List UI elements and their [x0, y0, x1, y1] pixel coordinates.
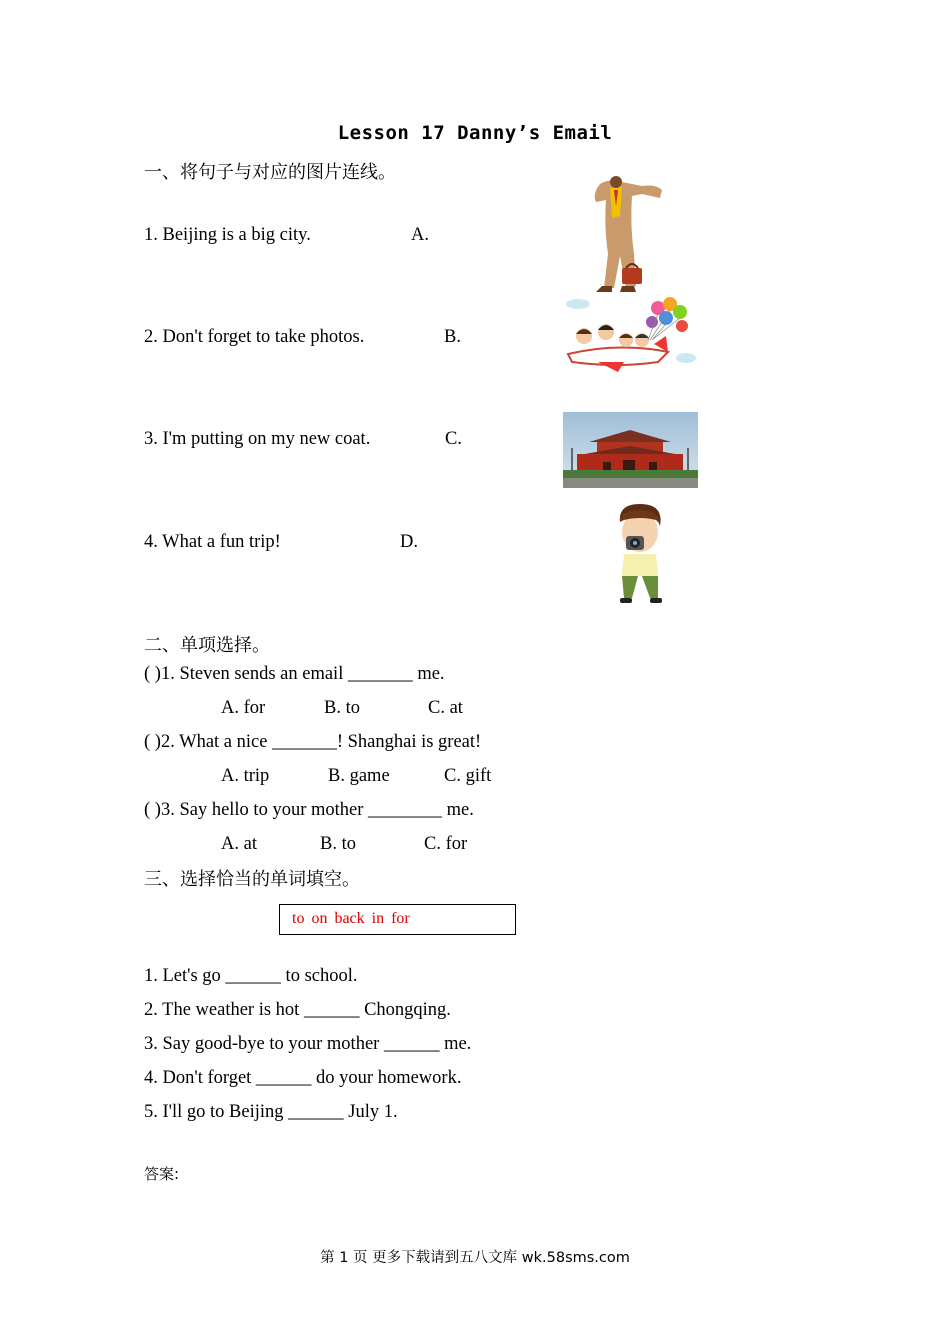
fill-blank-3: 3. Say good-bye to your mother ______ me. [144, 1034, 472, 1054]
match-option-d: D. [400, 532, 418, 552]
choice-3-option-b: B. to [320, 834, 356, 854]
choice-3-option-c: C. for [424, 834, 468, 854]
match-sentence-1: 1. Beijing is a big city. [144, 225, 311, 245]
choice-3-option-a: A. at [221, 834, 257, 854]
match-sentence-2: 2. Don't forget to take photos. [144, 327, 365, 347]
choice-2-option-b: B. game [328, 766, 390, 786]
choice-question-2: ( )2. What a nice _______! Shanghai is great! [144, 732, 482, 752]
match-option-b: B. [444, 327, 461, 347]
tiananmen-image [563, 412, 698, 488]
choice-2-option-c: C. gift [444, 766, 492, 786]
boy-taking-photo-image [608, 502, 672, 604]
choice-1-option-a: A. for [221, 698, 266, 718]
choice-question-3: ( )3. Say hello to your mother ________ me. [144, 800, 474, 820]
fill-blank-4: 4. Don't forget ______ do your homework. [144, 1068, 462, 1088]
answer-label: 答案: [144, 1165, 180, 1183]
choice-2-option-a: A. trip [221, 766, 270, 786]
fill-blank-2: 2. The weather is hot ______ Chongqing. [144, 1000, 451, 1020]
family-trip-airplane-image [558, 296, 696, 374]
choice-1-option-c: C. at [428, 698, 463, 718]
fill-blank-1: 1. Let's go ______ to school. [144, 966, 358, 986]
match-sentence-3: 3. I'm putting on my new coat. [144, 429, 371, 449]
word-bank-text: to on back in for [292, 910, 410, 927]
match-option-c: C. [445, 429, 462, 449]
match-option-a: A. [411, 225, 429, 245]
choice-1-option-b: B. to [324, 698, 360, 718]
section1-heading: 一、将句子与对应的图片连线。 [144, 162, 396, 183]
match-sentence-4: 4. What a fun trip! [144, 532, 281, 552]
word-bank-box [279, 904, 516, 935]
section2-heading: 二、单项选择。 [144, 635, 270, 656]
fill-blank-5: 5. I'll go to Beijing ______ July 1. [144, 1102, 398, 1122]
page-footer: 第 1 页 更多下载请到五八文库 wk.58sms.com [320, 1250, 630, 1266]
man-putting-on-coat-image [582, 176, 668, 294]
section3-heading: 三、选择恰当的单词填空。 [144, 869, 360, 890]
choice-question-1: ( )1. Steven sends an email _______ me. [144, 664, 445, 684]
page-title: Lesson 17 Danny’s Email [337, 122, 613, 144]
